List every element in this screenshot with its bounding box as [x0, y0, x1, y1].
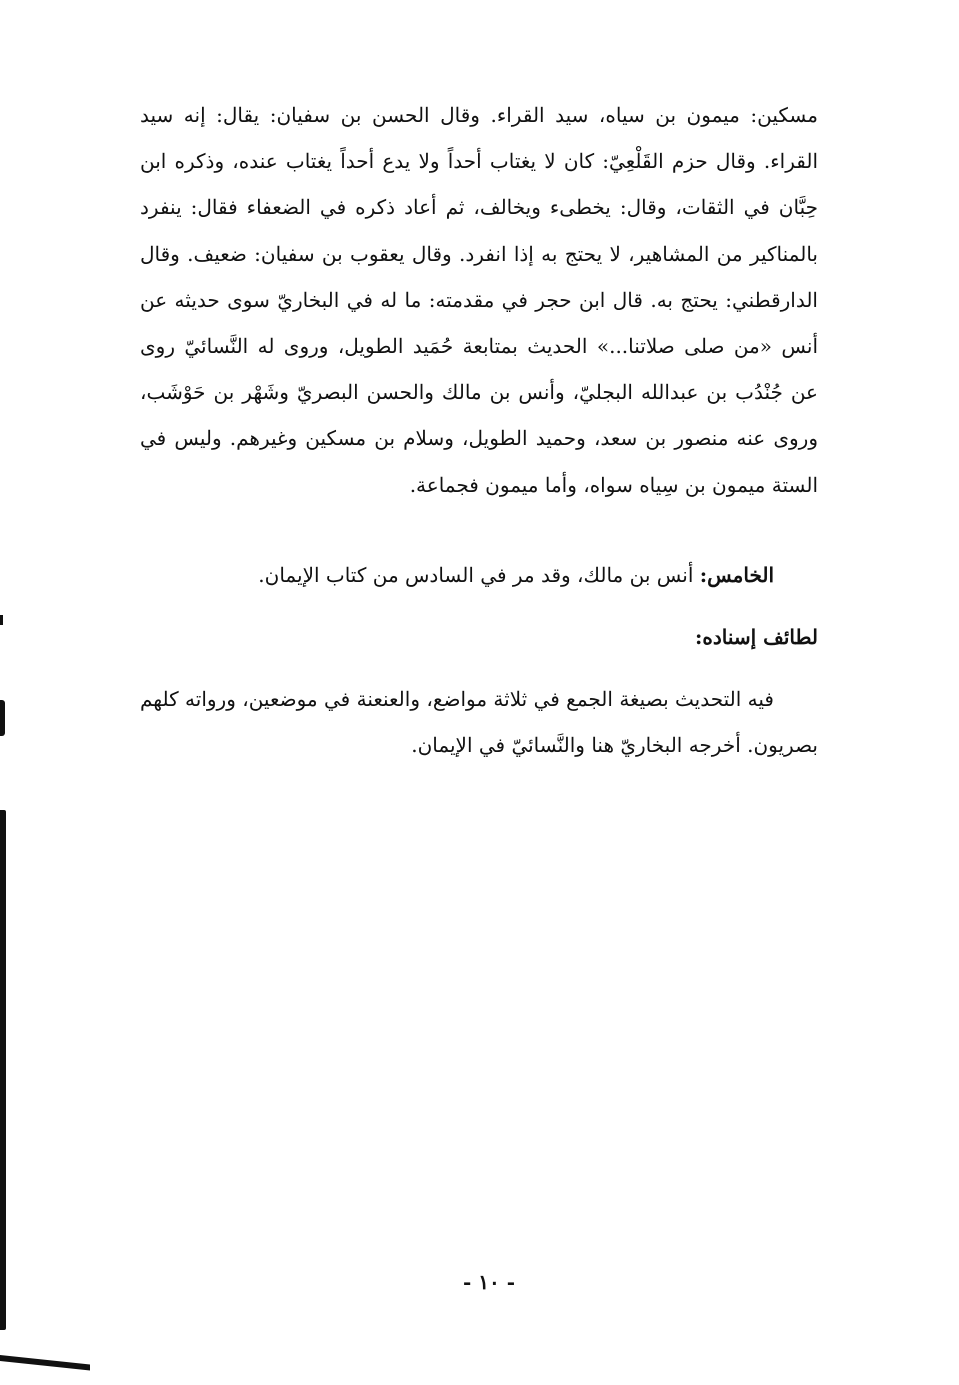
scan-edge-mark: [0, 810, 6, 1330]
isnad-subtleties-heading: لطائف إسناده:: [694, 625, 818, 649]
scan-edge-mark: [0, 615, 3, 625]
fifth-narrator-paragraph: [140, 552, 818, 598]
page-number: - ١٠ -: [462, 1270, 515, 1294]
fifth-narrator-section: [140, 552, 818, 598]
isnad-subtleties-paragraph: فيه التحديث بصيغة الجمع في ثلاثة مواضع، والعنعنة في موضعين، ورواته كلهم بصريون. أخرجه البخاريّ هنا والنَّسائيّ في الإيمان.: [140, 687, 818, 758]
fifth-narrator-label: الخامس:: [699, 563, 774, 587]
scan-edge-mark: [0, 700, 5, 736]
isnad-subtleties-section: [140, 676, 818, 768]
scan-edge-mark: [0, 1355, 90, 1370]
narrator-biography: [140, 92, 818, 508]
biography-paragraph: مسكين: ميمون بن سياه، سيد القراء. وقال الحسن بن سفيان: يقال: إنه سيد القراء. وقال حزم القَلْعِيّ: كان لا يغتاب أحداً ولا يدع أحداً يغتاب عنده، وذكره ابن حِبَّان في الثقات، وقال: يخطىء ويخالف، ثم أعاد ذكره في الضعفاء فقال: ينفرد بالمناكير من المشاهير، لا يحتج به إذا انفرد. وقال يعقوب بن سفيان: ضعيف. وقال الدارقطني: يحتج به. قال ابن حجر في مقدمته: ما له في البخاريّ سوى حديثه عن أنس «من صلى صلاتنا...» الحديث بمتابعة حُمَيد الطويل، وروى له النَّسائيّ روى عن جُنْدُب بن عبدالله البجليّ، وأنس بن مالك والحسن البصريّ وشَهْر بن حَوْشَب، وروى عنه منصور بن سعد، وحميد الطويل، وسلام بن مسكين وغيرهم. وليس في الستة ميمون بن سِياه سواه، وأما ميمون فجماعة.: [140, 103, 818, 497]
fifth-narrator-text: أنس بن مالك، وقد مر في السادس من كتاب الإيمان.: [258, 563, 700, 587]
